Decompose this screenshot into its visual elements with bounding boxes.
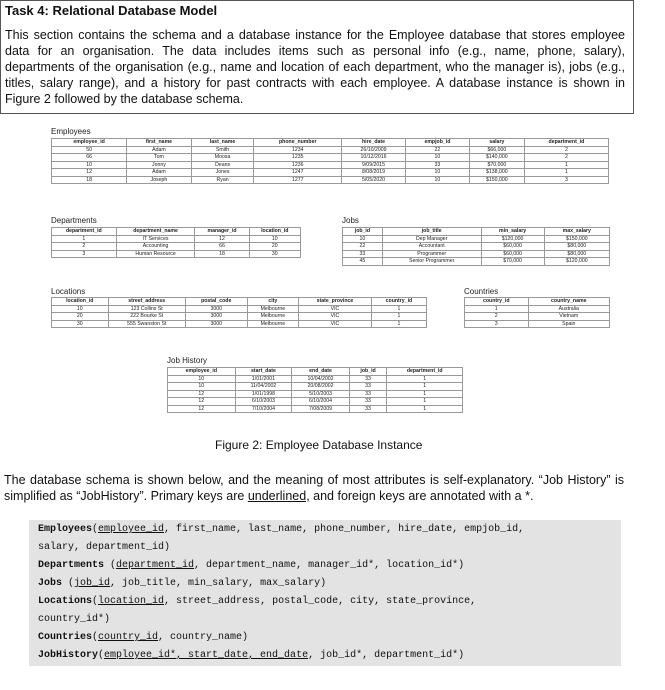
database-instance-figure (46, 123, 617, 453)
column-header: phone_number (254, 139, 342, 147)
table-cell: 66 (52, 154, 127, 162)
table-cell: Ryan (191, 176, 254, 184)
table-cell: 123 Collins St (108, 305, 185, 313)
table-row (52, 146, 609, 154)
table-row (52, 320, 427, 328)
column-header: location_id (52, 298, 109, 306)
table-cell: 5/05/2020 (342, 176, 406, 184)
table-cell: 10 (168, 383, 236, 391)
column-header: country_id (465, 298, 529, 306)
table-row (168, 398, 463, 406)
schema-jobhistory: JobHistory(employee_id*, start_date, end_date, job_id*, department_id*) (38, 650, 465, 661)
table-cell: 1 (387, 383, 463, 391)
table-cell: 2 (52, 243, 117, 251)
table-cell: Joseph (127, 176, 192, 184)
table-cell: $60,000 (481, 243, 544, 251)
table-cell: 10 (343, 235, 383, 243)
table-cell: 1234 (254, 146, 342, 154)
table-cell: Programmer (382, 250, 481, 258)
table-cell: 3000 (185, 305, 247, 313)
table-cell: 33 (349, 375, 387, 383)
table-header-row (343, 228, 610, 236)
table-cell: 1 (371, 320, 426, 328)
table-row (168, 375, 463, 383)
table-cell: 45 (343, 258, 383, 266)
table-cell: 50 (52, 146, 127, 154)
table-cell: 3000 (185, 313, 247, 321)
column-header: employee_id (168, 368, 236, 376)
table-cell: VIC (299, 313, 372, 321)
column-header: start_date (235, 368, 292, 376)
table-cell: Adam (127, 146, 192, 154)
table-row (168, 390, 463, 398)
table-cell: 10 (405, 176, 469, 184)
countries-label: Countries (464, 287, 499, 296)
schema-employees-cont: salary, department_id) (38, 542, 171, 553)
table-row (52, 305, 427, 313)
schema-departments: Departments (department_id, department_name, manager_id*, location_id*) (38, 560, 465, 571)
table-cell: 11/04/2002 (235, 383, 292, 391)
departments-label: Departments (51, 216, 97, 225)
table-cell: 7/10/2004 (235, 405, 292, 413)
column-header: country_id (371, 298, 426, 306)
table-cell: Spain (528, 320, 610, 328)
table-cell: 1 (387, 405, 463, 413)
schema-locations-cont: country_id*) (38, 614, 111, 625)
column-header: first_name (127, 139, 192, 147)
table-header-row (52, 298, 427, 306)
table-row (52, 176, 609, 184)
schema-jobs: Jobs (job_id, job_title, min_salary, max_salary) (38, 578, 327, 589)
column-header: postal_code (185, 298, 247, 306)
column-header: hire_date (342, 139, 406, 147)
table-cell: 12 (168, 390, 236, 398)
table-cell: 1 (387, 375, 463, 383)
table-cell: Human Resource (116, 250, 195, 258)
column-header: job_id (349, 368, 387, 376)
table-cell: Jones (191, 169, 254, 177)
table-cell: 2 (524, 154, 608, 162)
table-cell: 10/04/2002 (292, 375, 349, 383)
table-cell: 1236 (254, 161, 342, 169)
table-cell: 20 (52, 313, 109, 321)
table-row (52, 313, 427, 321)
column-header: employee_id (52, 139, 127, 147)
table-cell: 9/09/2015 (342, 161, 406, 169)
table-cell: 18 (195, 250, 249, 258)
schema-intro-text: The database schema is shown below, and the meaning of most attributes is self-explanatory. “Job History” is simplified as “JobHistory”. Primary keys are (4, 473, 624, 503)
table-cell: Melbourne (247, 305, 299, 313)
job-history-table (167, 367, 463, 413)
table-cell: 10 (168, 375, 236, 383)
column-header: location_id (249, 228, 300, 236)
task-box (0, 0, 634, 114)
table-cell: Accounting (116, 243, 195, 251)
column-header: state_province (299, 298, 372, 306)
table-cell: $80,000 (544, 250, 609, 258)
table-cell: 22 (405, 146, 469, 154)
table-cell: 7/08/2009 (292, 405, 349, 413)
table-cell: VIC (299, 320, 372, 328)
table-cell: 1277 (254, 176, 342, 184)
schema-intro (4, 472, 624, 504)
table-cell: IT Services (116, 235, 195, 243)
table-cell: Moosa (191, 154, 254, 162)
table-cell: Smith (191, 146, 254, 154)
table-cell: Adam (127, 169, 192, 177)
table-cell: 1/01/1998 (235, 390, 292, 398)
table-cell: $120,000 (481, 235, 544, 243)
table-row (52, 161, 609, 169)
table-cell: Melbourne (247, 320, 299, 328)
schema-locations: Locations(location_id, street_address, postal_code, city, state_province, (38, 596, 477, 607)
column-header: city (247, 298, 299, 306)
column-header: end_date (292, 368, 349, 376)
table-cell: 12 (168, 398, 236, 406)
table-cell: 20/08/2002 (292, 383, 349, 391)
table-cell: 18 (52, 176, 127, 184)
table-cell: $120,000 (544, 258, 609, 266)
table-cell: 10 (405, 154, 469, 162)
table-header-row (168, 368, 463, 376)
table-cell: $70,000 (469, 161, 524, 169)
table-cell: 33 (349, 398, 387, 406)
job-history-label: Job History (167, 356, 208, 365)
task-title: Task 4: Relational Database Model (5, 3, 218, 18)
table-cell: 33 (343, 250, 383, 258)
table-cell: 3 (524, 176, 608, 184)
table-cell: Dep Manager (382, 235, 481, 243)
table-cell: VIC (299, 305, 372, 313)
table-cell: 1247 (254, 169, 342, 177)
countries-table (464, 297, 610, 328)
table-cell: Melbourne (247, 313, 299, 321)
schema-intro-text-end: and foreign keys are annotated with a *. (309, 489, 534, 503)
table-cell: Tom (127, 154, 192, 162)
figure-caption: Figure 2: Employee Database Instance (215, 438, 423, 452)
table-cell: 3 (52, 250, 117, 258)
table-cell: 12 (52, 169, 127, 177)
table-cell: Vietnam (528, 313, 610, 321)
employees-table (51, 138, 609, 184)
table-cell: 10 (405, 169, 469, 177)
locations-table (51, 297, 427, 328)
table-row (168, 405, 463, 413)
jobs-table (342, 227, 610, 266)
column-header: job_id (343, 228, 383, 236)
table-row (343, 243, 610, 251)
column-header: department_id (52, 228, 117, 236)
column-header: department_name (116, 228, 195, 236)
table-cell: $70,000 (481, 258, 544, 266)
table-cell: 1 (524, 161, 608, 169)
jobs-label: Jobs (342, 216, 359, 225)
table-cell: 33 (349, 390, 387, 398)
schema-countries: Countries(country_id, country_name) (38, 632, 249, 643)
column-header: manager_id (195, 228, 249, 236)
table-row (52, 235, 301, 243)
schema-employees: Employees(employee_id, first_name, last_name, phone_number, hire_date, empjob_id, (38, 524, 525, 535)
table-cell: 66 (195, 243, 249, 251)
table-cell: Jonny (127, 161, 192, 169)
table-cell: 1 (387, 390, 463, 398)
table-cell: 1 (371, 313, 426, 321)
table-cell: 10/12/2016 (342, 154, 406, 162)
table-cell: $60,000 (481, 250, 544, 258)
table-cell: 5/10/2003 (292, 390, 349, 398)
table-row (168, 383, 463, 391)
table-cell: 22 (343, 243, 383, 251)
table-cell: $138,000 (469, 169, 524, 177)
table-cell: $150,000 (544, 235, 609, 243)
table-cell: 26/10/2009 (342, 146, 406, 154)
table-cell: 10 (52, 305, 109, 313)
table-row (343, 250, 610, 258)
table-row (465, 305, 610, 313)
column-header: salary (469, 139, 524, 147)
table-cell: 12 (195, 235, 249, 243)
table-row (52, 250, 301, 258)
table-row (52, 154, 609, 162)
table-cell: 2 (465, 313, 529, 321)
schema-intro-underlined: underlined, (247, 489, 310, 503)
table-cell: 10 (52, 161, 127, 169)
table-header-row (465, 298, 610, 306)
employees-label: Employees (51, 127, 91, 136)
task-intro: This section contains the schema and a database instance for the Employee database that stores employee data for an organisation. The data includes items such as personal info (e.g., name, phone, salary), departments of the organisation (e.g., name and location of each department, who the manager is), jobs (e.g., titles, salary range), and a history for past contracts with each employee. A database instance is shown in Figure 2 followed by the database schema. (5, 28, 625, 106)
table-cell: 20 (249, 243, 300, 251)
table-cell: $80,000 (544, 243, 609, 251)
table-cell: 6/10/2004 (292, 398, 349, 406)
table-cell: 10 (249, 235, 300, 243)
table-row (343, 258, 610, 266)
table-row (52, 243, 301, 251)
table-cell: Australia (528, 305, 610, 313)
column-header: department_id (524, 139, 608, 147)
table-row (52, 169, 609, 177)
table-cell: 3 (465, 320, 529, 328)
column-header: empjob_id (405, 139, 469, 147)
table-header-row (52, 139, 609, 147)
table-cell: 12 (168, 405, 236, 413)
column-header: last_name (191, 139, 254, 147)
locations-label: Locations (51, 287, 86, 296)
table-cell: 2 (524, 146, 608, 154)
table-cell: $150,000 (469, 176, 524, 184)
schema-box (29, 520, 621, 666)
table-cell: 1/01/2001 (235, 375, 292, 383)
table-cell: 30 (52, 320, 109, 328)
table-cell: 555 Swanston St (108, 320, 185, 328)
table-cell: 33 (349, 405, 387, 413)
table-cell: 1 (371, 305, 426, 313)
table-cell: 33 (405, 161, 469, 169)
table-cell: Accountant (382, 243, 481, 251)
table-cell: 1 (52, 235, 117, 243)
column-header: street_address (108, 298, 185, 306)
table-cell: 30 (249, 250, 300, 258)
table-cell: 1 (465, 305, 529, 313)
table-row (465, 313, 610, 321)
column-header: min_salary (481, 228, 544, 236)
column-header: job_title (382, 228, 481, 236)
table-cell: 222 Bourke St (108, 313, 185, 321)
table-cell: 8/08/2019 (342, 169, 406, 177)
table-row (465, 320, 610, 328)
column-header: max_salary (544, 228, 609, 236)
table-cell: $140,000 (469, 154, 524, 162)
departments-table (51, 227, 301, 258)
table-cell: 6/10/2003 (235, 398, 292, 406)
table-cell: 1 (387, 398, 463, 406)
table-cell: 1 (524, 169, 608, 177)
table-header-row (52, 228, 301, 236)
table-cell: 33 (349, 383, 387, 391)
table-cell: Senior Programmer (382, 258, 481, 266)
column-header: country_name (528, 298, 610, 306)
table-cell: $66,000 (469, 146, 524, 154)
table-cell: 3000 (185, 320, 247, 328)
table-cell: Deans (191, 161, 254, 169)
table-row (343, 235, 610, 243)
column-header: department_id (387, 368, 463, 376)
table-cell: 1235 (254, 154, 342, 162)
